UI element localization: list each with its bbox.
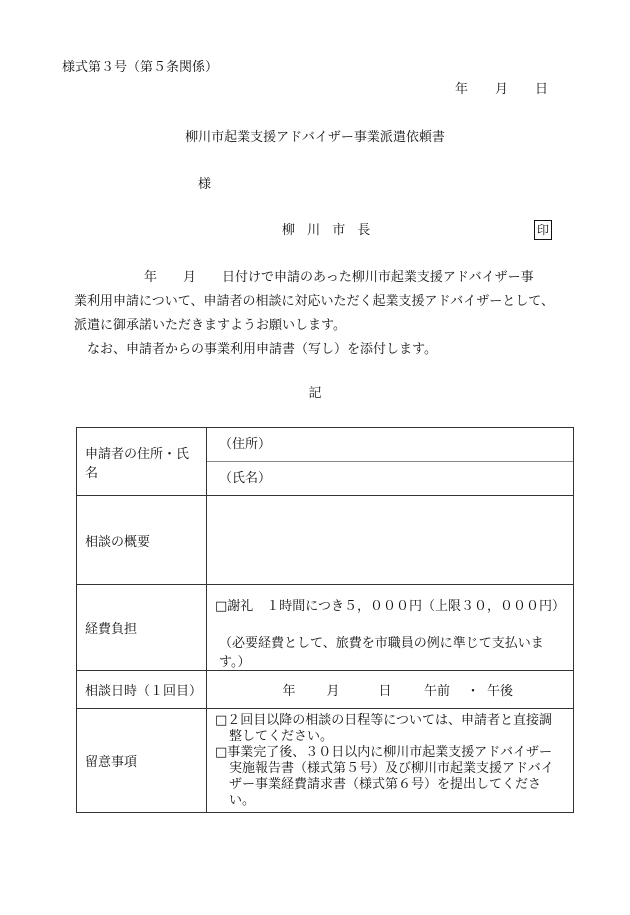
ki-heading: 記 bbox=[308, 386, 322, 401]
date-month: 月 bbox=[495, 82, 509, 97]
seal-mark: 印 bbox=[534, 220, 552, 240]
cost-expenses: （必要経費として、旅費を市職員の例に準じて支払います。） bbox=[219, 636, 544, 670]
cost-honorarium: □謝礼 １時間につき５，０００円（上限３０，０００円） bbox=[215, 599, 566, 614]
sender-mayor: 柳 川 市 長 bbox=[282, 223, 375, 238]
body-line-1-text: 日付けで申請のあった柳川市起業支援アドバイザー事 bbox=[222, 270, 534, 285]
body-line-3: 派遣に御承諾いただきますようお願いします。 bbox=[74, 318, 346, 333]
dt-am: 午前 bbox=[423, 684, 450, 699]
consult-label: 相談の概要 bbox=[77, 496, 207, 585]
note-2-cont: 実施報告書（様式第５号）及び柳川市起業支援アドバイ bbox=[229, 760, 554, 776]
note-2: □事業完了後、３０日以内に柳川市起業支援アドバイザー bbox=[215, 744, 553, 760]
dt-day: 日 bbox=[378, 684, 392, 699]
name-field: （氏名） bbox=[219, 471, 272, 486]
datetime-label: 相談日時（１回目） bbox=[77, 671, 207, 709]
table-row bbox=[77, 496, 574, 585]
cost-cell bbox=[207, 585, 574, 671]
document-title: 柳川市起業支援アドバイザー事業派遣依頼書 bbox=[185, 130, 445, 145]
date-year: 年 bbox=[455, 82, 469, 97]
applicant-cell bbox=[207, 428, 574, 496]
body-month: 月 bbox=[183, 270, 197, 285]
dt-year: 年 bbox=[282, 684, 296, 699]
addressee: 様 bbox=[198, 177, 212, 192]
form-number: 様式第３号（第５条関係） bbox=[62, 60, 219, 75]
date-day: 日 bbox=[535, 82, 549, 97]
issue-date bbox=[455, 82, 548, 98]
dt-pm: 午後 bbox=[486, 684, 513, 699]
details-table bbox=[76, 427, 574, 813]
table-row bbox=[77, 671, 574, 709]
applicant-label: 申請者の住所・氏名 bbox=[77, 428, 207, 496]
request-body bbox=[74, 266, 574, 362]
note-1: □２回目以降の相談の日程等については、申請者と直接調 bbox=[215, 712, 553, 728]
notes-cell bbox=[207, 709, 574, 813]
note-1-cont: 整してください。 bbox=[229, 728, 334, 744]
notes-label: 留意事項 bbox=[77, 709, 207, 813]
cost-label: 経費負担 bbox=[77, 585, 207, 671]
dt-sep: ・ bbox=[466, 684, 480, 699]
table-row bbox=[77, 709, 574, 813]
table-row bbox=[77, 585, 574, 671]
body-year: 年 bbox=[144, 270, 158, 285]
address-field: （住所） bbox=[207, 428, 573, 462]
body-line-1 bbox=[74, 266, 574, 290]
body-line-2: 業利用申請について、申請者の相談に対応いただく起業支援アドバイザーとして、 bbox=[74, 294, 554, 309]
dt-month: 月 bbox=[326, 684, 340, 699]
table-row bbox=[77, 428, 574, 496]
datetime-field bbox=[207, 671, 574, 709]
note-2-cont-2: ザー事業経費請求書（様式第６号）を提出してください。 bbox=[229, 776, 542, 808]
body-line-4: なお、申請者からの事業利用申請書（写し）を添付します。 bbox=[87, 342, 437, 357]
consult-field bbox=[207, 496, 574, 585]
